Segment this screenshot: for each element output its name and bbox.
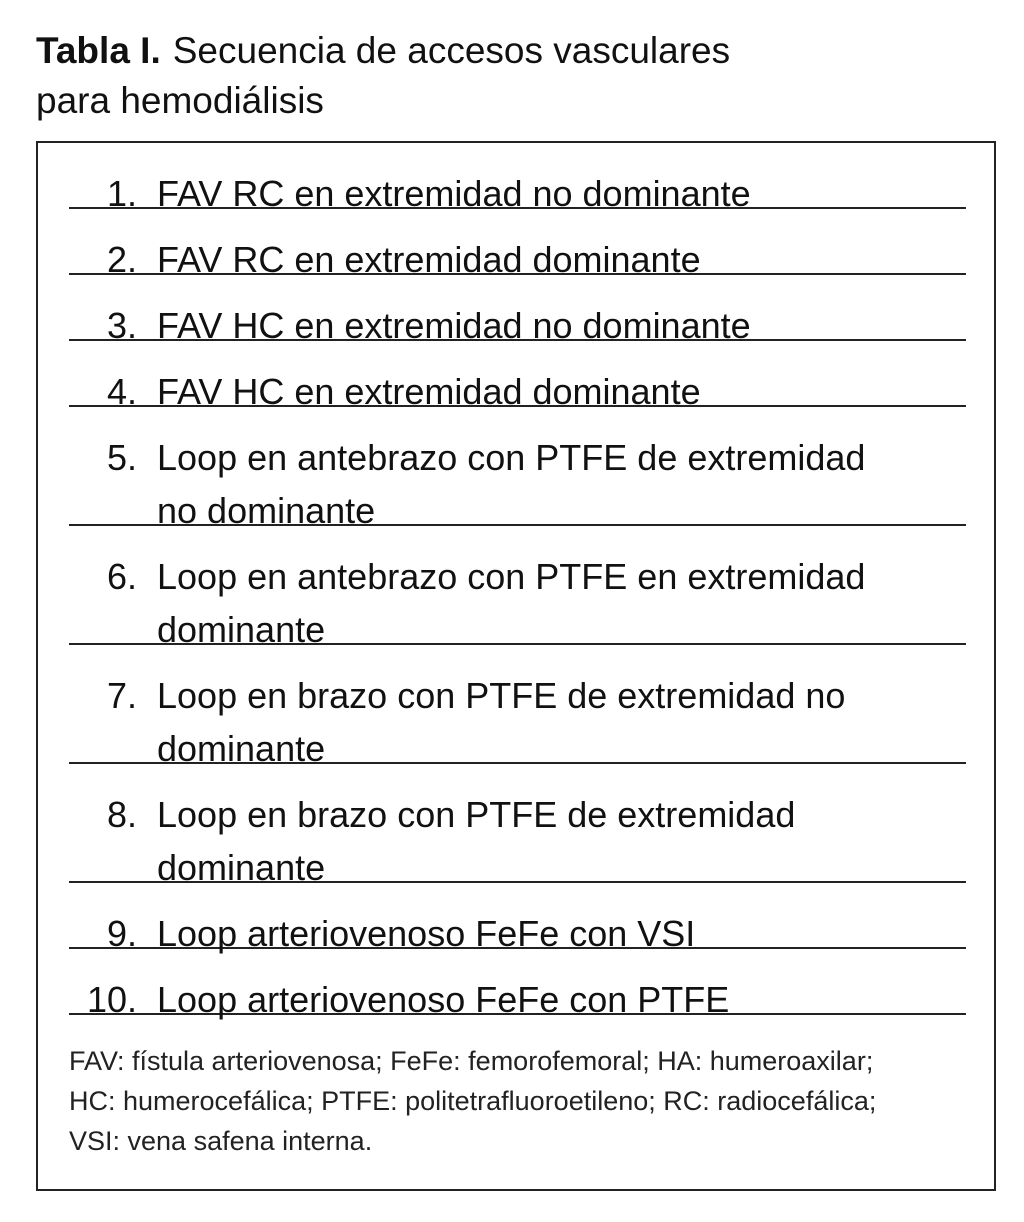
list-item xyxy=(69,764,966,888)
item-number: 10. xyxy=(86,979,137,1020)
item-text: Loop arteriovenoso FeFe con PTFE xyxy=(157,979,730,1020)
table-caption xyxy=(36,26,996,126)
footnote-line-1: FAV: fístula arteriovenosa; FeFe: femorofemoral; HA: humeroaxilar; xyxy=(69,1046,874,1076)
item-text: FAV HC en extremidad no dominante xyxy=(157,305,751,346)
item-text: FAV HC en extremidad dominante xyxy=(157,371,701,412)
table-frame xyxy=(36,141,996,1191)
item-number: 1. xyxy=(106,173,137,214)
table-label: Tabla I. xyxy=(36,30,161,71)
item-text xyxy=(137,431,866,531)
footnote-line-2: HC: humerocefálica; PTFE: politetrafluoroetileno; RC: radiocefálica; xyxy=(69,1086,877,1116)
list-item xyxy=(69,275,966,346)
item-text-line-1: Loop en antebrazo con PTFE en extremidad xyxy=(157,556,866,597)
item-number: 4. xyxy=(106,371,137,412)
list-item xyxy=(69,949,966,1020)
list-item xyxy=(69,209,966,280)
table-title-part-2: para hemodiálisis xyxy=(36,80,324,121)
list-item xyxy=(69,143,966,214)
item-number: 7. xyxy=(106,675,137,716)
item-text-line-2: dominante xyxy=(157,847,326,888)
access-sequence-list xyxy=(69,143,966,1020)
table-title-part-1: Secuencia de accesos vasculares xyxy=(172,30,731,71)
item-number: 5. xyxy=(106,437,137,478)
caption-line-1 xyxy=(36,26,996,76)
item-text-line-2: dominante xyxy=(157,728,326,769)
item-text-line-2: dominante xyxy=(157,609,326,650)
item-text xyxy=(137,550,866,650)
list-item xyxy=(69,407,966,531)
item-text: Loop arteriovenoso FeFe con VSI xyxy=(157,913,696,954)
item-text-line-1: Loop en antebrazo con PTFE de extremidad xyxy=(157,437,866,478)
item-text xyxy=(137,788,796,888)
item-number: 2. xyxy=(106,239,137,280)
footnote-line-3: VSI: vena safena interna. xyxy=(69,1126,373,1156)
table-footnote xyxy=(69,1041,979,1161)
list-item xyxy=(69,526,966,650)
item-text xyxy=(137,669,846,769)
item-number: 8. xyxy=(106,794,137,835)
item-text-line-1: Loop en brazo con PTFE de extremidad xyxy=(157,794,796,835)
item-text: FAV RC en extremidad dominante xyxy=(157,239,701,280)
item-number: 9. xyxy=(106,913,137,954)
item-number: 3. xyxy=(106,305,137,346)
list-item xyxy=(69,645,966,769)
list-item xyxy=(69,341,966,412)
item-number: 6. xyxy=(106,556,137,597)
item-text-line-1: Loop en brazo con PTFE de extremidad no xyxy=(157,675,846,716)
item-text-line-2: no dominante xyxy=(157,490,376,531)
item-text: FAV RC en extremidad no dominante xyxy=(157,173,751,214)
